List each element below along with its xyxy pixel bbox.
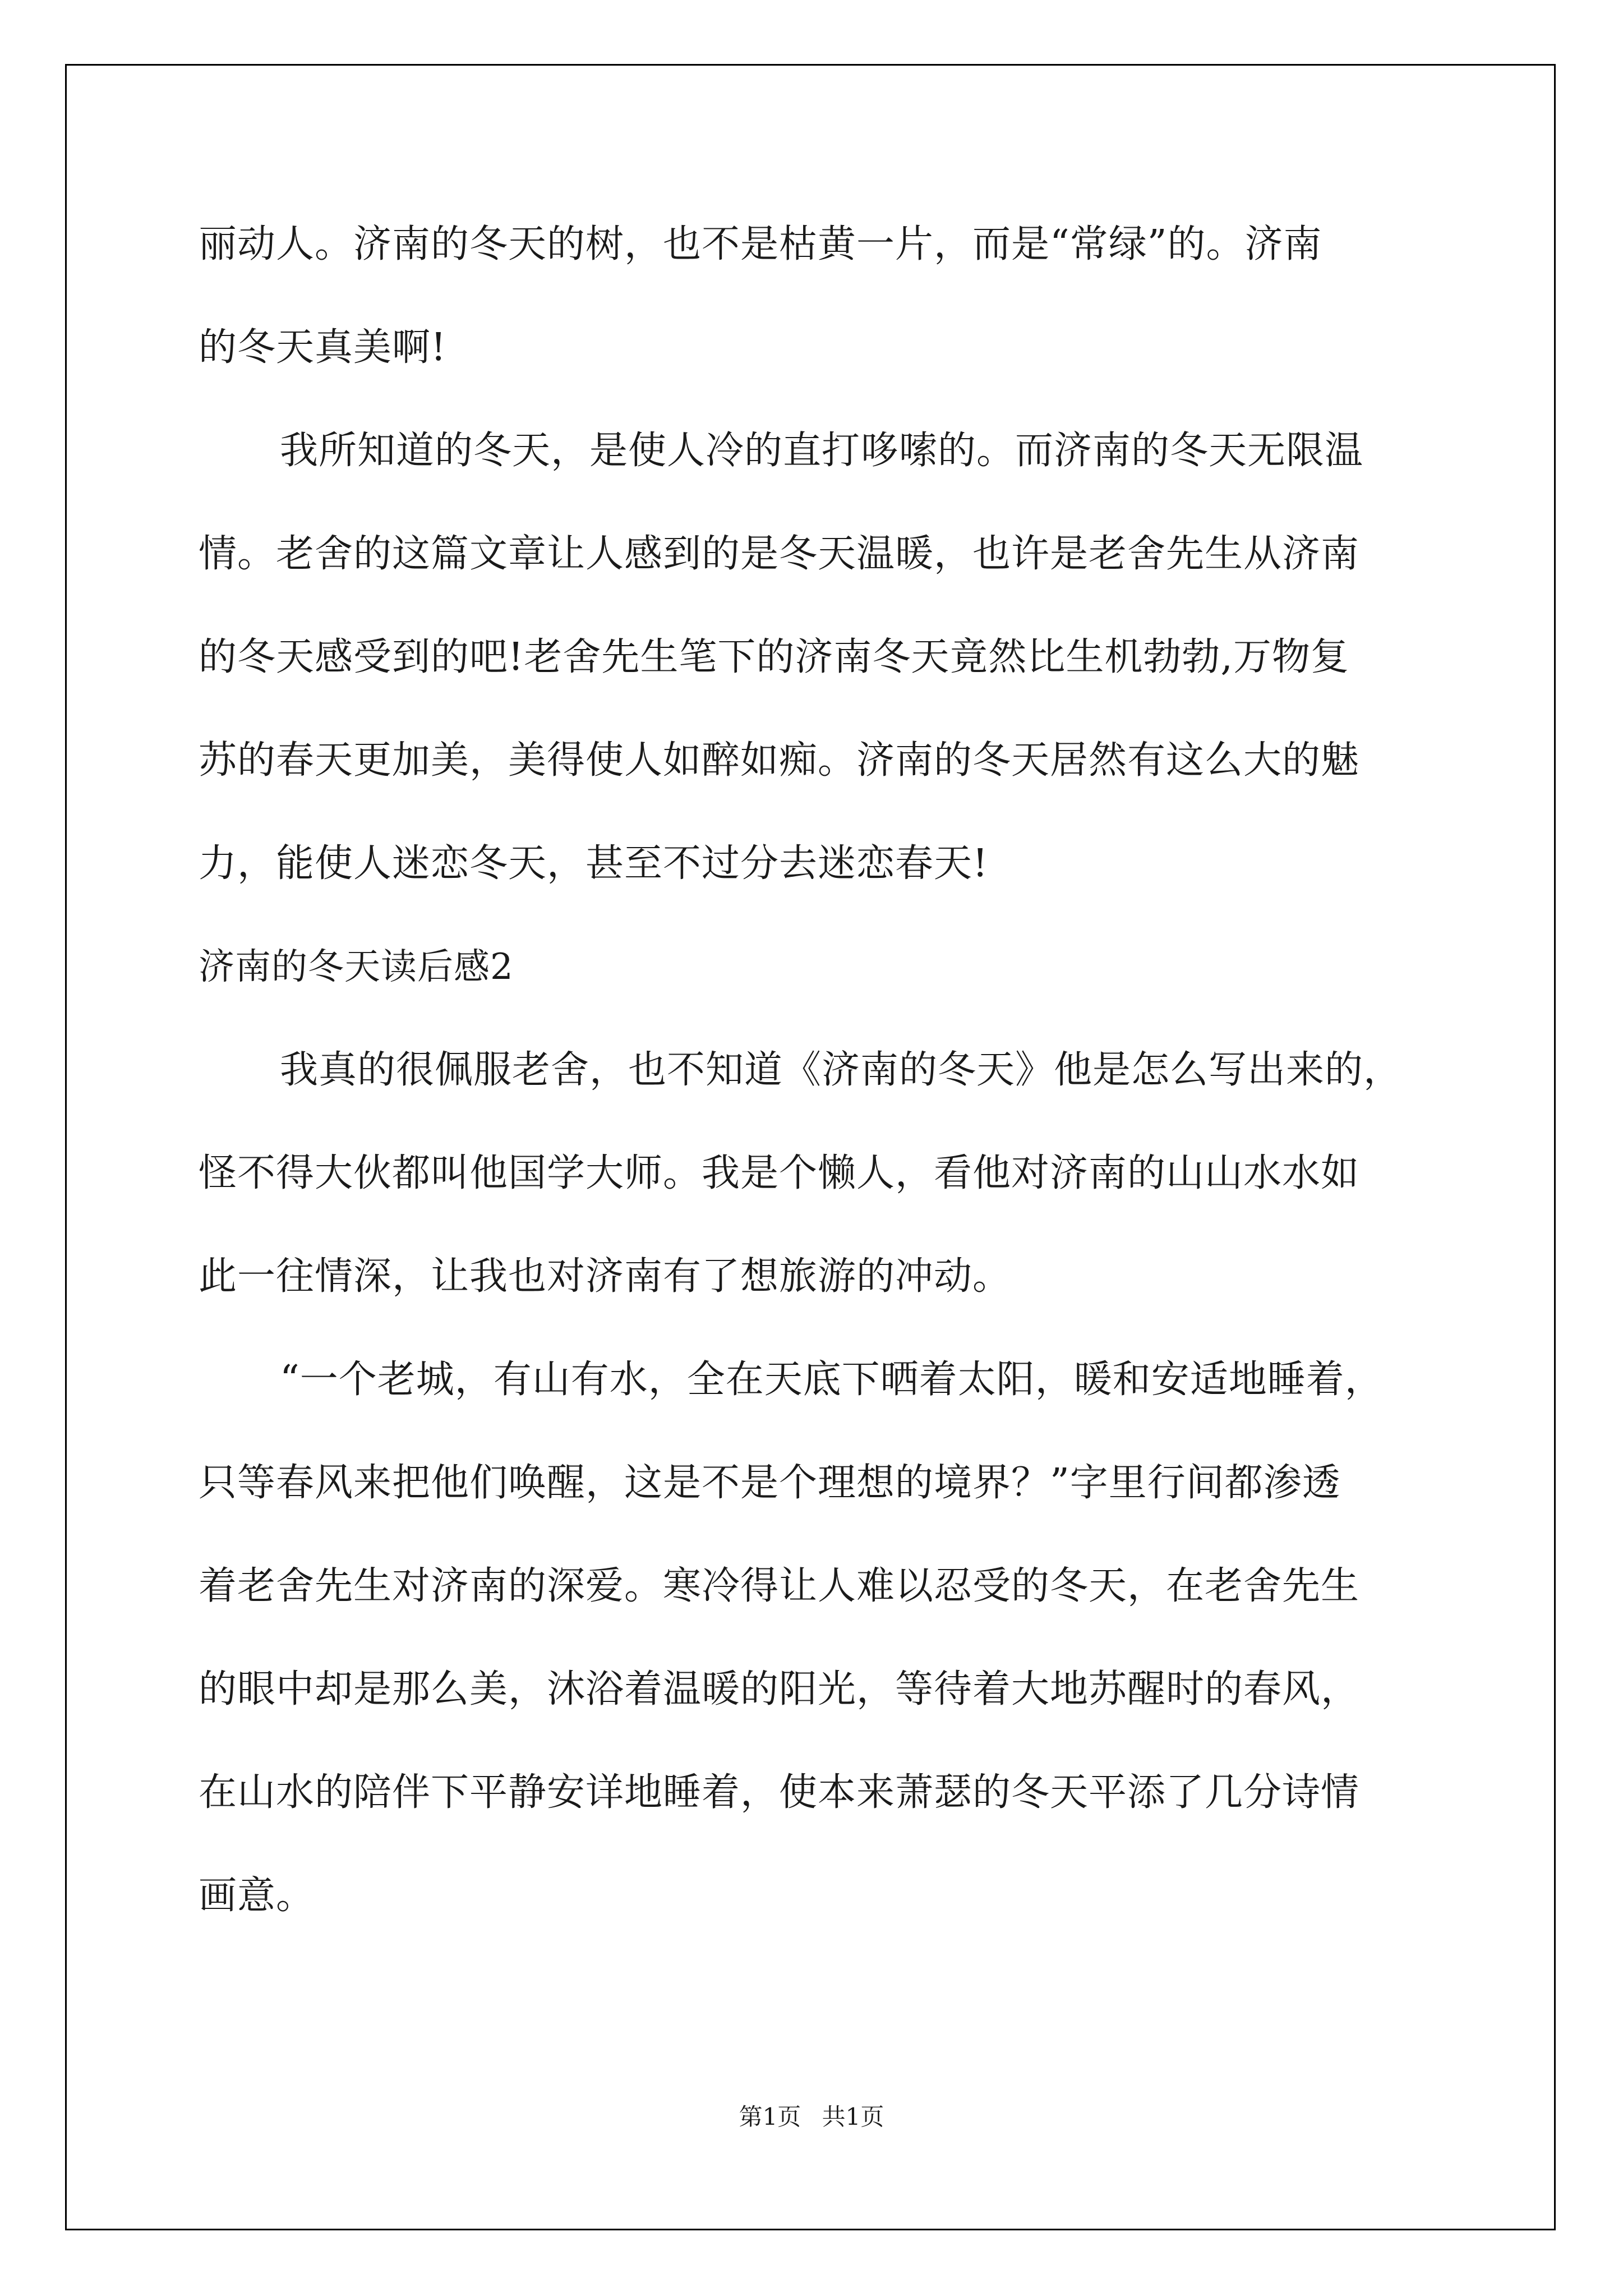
text-line: 只等春风来把他们唤醒，这是不是个理想的境界？”字里行间都渗透 (199, 1461, 1341, 1505)
text-line: 力，能使人迷恋冬天，甚至不过分去迷恋春天! (199, 841, 989, 886)
text-line: 的冬天感受到的吧!老舍先生笔下的济南冬天竟然比生机勃勃,万物复 (199, 635, 1349, 679)
text-line: 丽动人。济南的冬天的树，也不是枯黄一片，而是“常绿”的。济南 (199, 222, 1322, 266)
paragraph-start-line: “一个老城，有山有水，全在天底下晒着太阳，暖和安适地睡着， (280, 1358, 1384, 1402)
section-heading: 济南的冬天读后感2 (199, 946, 514, 988)
paragraph-start-line: 我所知道的冬天，是使人冷的直打哆嗦的。而济南的冬天无限温 (280, 429, 1364, 473)
paragraph-start-line: 我真的很佩服老舍，也不知道《济南的冬天》他是怎么写出来的， (280, 1048, 1403, 1092)
document-body (199, 215, 1427, 1970)
text-line: 苏的春天更加美，美得使人如醉如痴。济南的冬天居然有这么大的魅 (199, 738, 1360, 783)
text-line: 的眼中却是那么美，沐浴着温暖的阳光，等待着大地苏醒时的春风， (199, 1667, 1360, 1711)
page-footer (0, 2101, 1623, 2133)
text-line: 画意。 (199, 1874, 315, 1918)
text-line: 的冬天真美啊! (199, 325, 447, 370)
text-line: 情。老舍的这篇文章让人感到的是冬天温暖，也许是老舍先生从济南 (199, 532, 1360, 576)
text-line: 在山水的陪伴下平静安详地睡着，使本来萧瑟的冬天平添了几分诗情 (199, 1770, 1360, 1815)
page-number-total: 共1页 (822, 2103, 884, 2131)
text-line: 此一往情深，让我也对济南有了想旅游的冲动。 (199, 1254, 1012, 1299)
text-line: 怪不得大伙都叫他国学大师。我是个懒人，看他对济南的山山水水如 (199, 1151, 1360, 1195)
text-line: 着老舍先生对济南的深爱。寒冷得让人难以忍受的冬天，在老舍先生 (199, 1564, 1360, 1608)
page-number-current: 第1页 (739, 2103, 801, 2131)
